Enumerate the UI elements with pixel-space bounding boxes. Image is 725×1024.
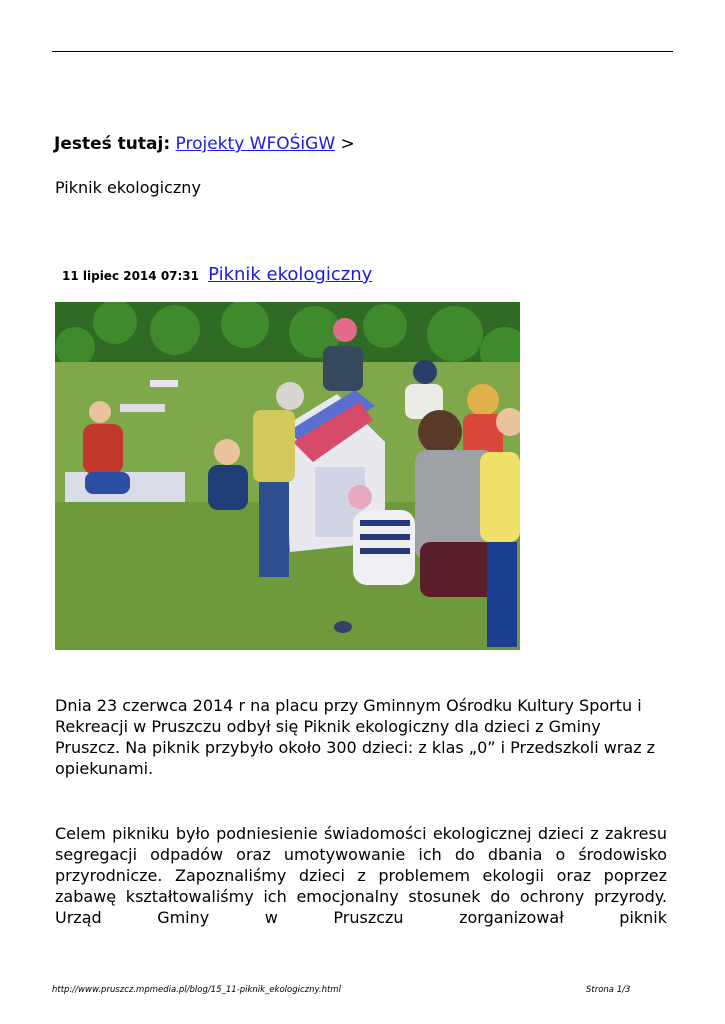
article-meta xyxy=(62,264,372,285)
article-photo xyxy=(55,302,520,650)
breadcrumb xyxy=(54,134,355,154)
article-paragraph: Dnia 23 czerwca 2014 r na placu przy Gminnym Ośrodku Kultury Sportu i Rekreacji w Pruszczu odbył się Piknik ekologiczny dla dzieci z Gminy Pruszcz. Na piknik przybyło około 300 dzieci: z klas „0” i Przedszkoli wraz z opiekunami. xyxy=(55,696,656,778)
breadcrumb-link-projects[interactable]: Projekty WFOŚiGW xyxy=(175,134,336,154)
breadcrumb-separator: > xyxy=(340,134,355,154)
page-title: Piknik ekologiczny xyxy=(55,178,201,197)
footer-url: http://www.pruszcz.mpmedia.pl/blog/15_11-piknik_ekologiczny.html xyxy=(52,985,341,995)
article-title-link[interactable]: Piknik ekologiczny xyxy=(208,264,373,285)
breadcrumb-label: Jesteś tutaj: xyxy=(54,134,171,154)
article-paragraph: Celem pikniku było podniesienie świadomości ekologicznej dzieci z zakresu segregacji odpadów oraz umotywowanie ich do dbania o środowisko przyrodnicze. Zapoznaliśmy dzieci z problemem ekologii oraz poprzez zabawę kształtowaliśmy ich emocjonalny stosunek do ochrony przyrody. Urząd Gminy w Pruszczu zorganizował piknik xyxy=(55,824,667,927)
header-rule xyxy=(52,51,673,52)
footer-page-number: Strona 1/3 xyxy=(586,985,631,995)
article-date: 11 lipiec 2014 07:31 xyxy=(62,269,200,283)
